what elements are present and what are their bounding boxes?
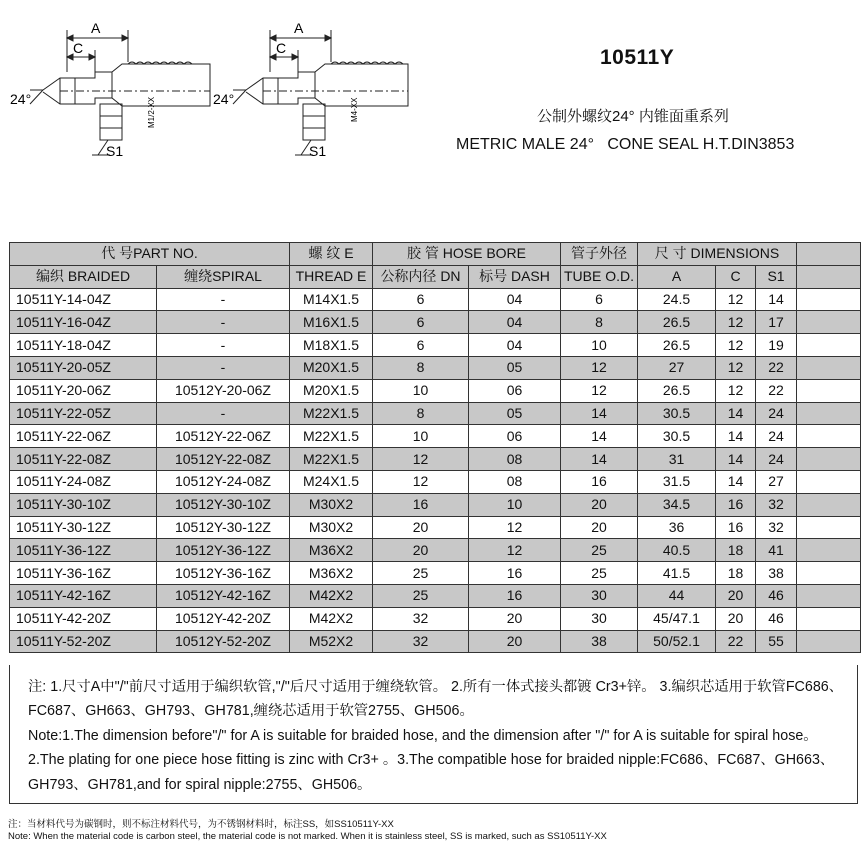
cell-tube-od: 10 — [561, 334, 638, 357]
cell-dn: 10 — [373, 379, 469, 402]
cell-dn: 20 — [373, 516, 469, 539]
cell-dim-s1: 24 — [756, 402, 797, 425]
cell-dim-a: 50/52.1 — [638, 630, 716, 653]
cell-blank — [797, 630, 861, 653]
header-dash: 标号 DASH — [469, 265, 561, 288]
cell-dash: 20 — [469, 630, 561, 653]
table-row — [10, 584, 861, 607]
table-row — [10, 562, 861, 585]
cell-tube-od: 25 — [561, 562, 638, 585]
cell-dash: 20 — [469, 607, 561, 630]
header-tube-od-cn: 管子外径 — [561, 243, 638, 266]
cell-tube-od: 20 — [561, 493, 638, 516]
table-row — [10, 402, 861, 425]
cell-dash: 12 — [469, 539, 561, 562]
cell-dim-s1: 32 — [756, 516, 797, 539]
cell-dash: 04 — [469, 334, 561, 357]
cell-braided-part-no: 10511Y-22-08Z — [10, 448, 157, 471]
cell-dash: 06 — [469, 425, 561, 448]
cell-braided-part-no: 10511Y-18-04Z — [10, 334, 157, 357]
notes-english: Note:1.The dimension before"/" for A is suitable for braided hose, and the dimension after "/" for A is suitable for spiral hose。2.The plating for one piece hose fitting is zinc with Cr3+ 。3.The compatible hose for braided nipple:FC686、FC687、GH663、GH793、GH781,and for spiral nipple:2755、GH506。 — [28, 727, 835, 793]
drawing-left-label-thread: M1/2-XX — [147, 96, 156, 128]
cell-dim-a: 27 — [638, 356, 716, 379]
cell-braided-part-no: 10511Y-20-06Z — [10, 379, 157, 402]
fitting-drawing-right — [233, 30, 408, 155]
cell-dim-a: 26.5 — [638, 311, 716, 334]
cell-dash: 16 — [469, 562, 561, 585]
cell-dim-a: 24.5 — [638, 288, 716, 311]
product-title: 10511Y — [600, 46, 675, 69]
cell-dim-s1: 46 — [756, 584, 797, 607]
cell-dim-c: 14 — [716, 470, 756, 493]
cell-dn: 8 — [373, 402, 469, 425]
cell-dim-s1: 14 — [756, 288, 797, 311]
cell-blank — [797, 425, 861, 448]
cell-braided-part-no: 10511Y-30-10Z — [10, 493, 157, 516]
cell-dim-s1: 17 — [756, 311, 797, 334]
cell-dim-s1: 41 — [756, 539, 797, 562]
cell-dim-c: 12 — [716, 334, 756, 357]
table-row — [10, 356, 861, 379]
cell-dash: 16 — [469, 584, 561, 607]
cell-dim-c: 20 — [716, 584, 756, 607]
cell-spiral-part-no: 10512Y-22-08Z — [157, 448, 290, 471]
cell-dim-a: 30.5 — [638, 425, 716, 448]
cell-dim-a: 45/47.1 — [638, 607, 716, 630]
cell-dim-c: 22 — [716, 630, 756, 653]
cell-thread: M24X1.5 — [290, 470, 373, 493]
cell-spiral-part-no: 10512Y-42-20Z — [157, 607, 290, 630]
cell-spiral-part-no: 10512Y-42-16Z — [157, 584, 290, 607]
cell-spiral-part-no: 10512Y-36-12Z — [157, 539, 290, 562]
drawing-left-label-s1: S1 — [106, 143, 124, 159]
cell-thread: M18X1.5 — [290, 334, 373, 357]
cell-braided-part-no: 10511Y-30-12Z — [10, 516, 157, 539]
header-braided: 编织 BRAIDED — [10, 265, 157, 288]
cell-blank — [797, 539, 861, 562]
cell-blank — [797, 402, 861, 425]
drawing-left-label-c: C — [73, 40, 84, 56]
cell-dim-a: 26.5 — [638, 334, 716, 357]
cell-dn: 12 — [373, 448, 469, 471]
cell-dn: 6 — [373, 334, 469, 357]
cell-thread: M42X2 — [290, 584, 373, 607]
cell-dash: 05 — [469, 356, 561, 379]
cell-dim-a: 41.5 — [638, 562, 716, 585]
cell-braided-part-no: 10511Y-16-04Z — [10, 311, 157, 334]
cell-tube-od: 16 — [561, 470, 638, 493]
header-dim-s1: S1 — [756, 265, 797, 288]
cell-dim-c: 12 — [716, 311, 756, 334]
subtitle-chinese: 公制外螺纹24° 内锥面重系列 — [537, 108, 729, 125]
header-blank — [797, 265, 861, 288]
table-row — [10, 448, 861, 471]
cell-thread: M14X1.5 — [290, 288, 373, 311]
cell-dim-s1: 46 — [756, 607, 797, 630]
cell-tube-od: 14 — [561, 425, 638, 448]
spec-table-body — [10, 288, 861, 653]
cell-dn: 20 — [373, 539, 469, 562]
cell-dim-s1: 27 — [756, 470, 797, 493]
cell-dim-s1: 38 — [756, 562, 797, 585]
table-row — [10, 334, 861, 357]
cell-braided-part-no: 10511Y-20-05Z — [10, 356, 157, 379]
fitting-drawing-left — [30, 30, 210, 155]
cell-braided-part-no: 10511Y-36-12Z — [10, 539, 157, 562]
cell-tube-od: 12 — [561, 356, 638, 379]
drawing-right-label-s1: S1 — [309, 143, 327, 159]
cell-dim-c: 12 — [716, 379, 756, 402]
cell-dim-a: 31.5 — [638, 470, 716, 493]
table-row — [10, 379, 861, 402]
cell-dash: 05 — [469, 402, 561, 425]
table-row — [10, 288, 861, 311]
cell-thread: M30X2 — [290, 493, 373, 516]
cell-spiral-part-no: 10512Y-20-06Z — [157, 379, 290, 402]
cell-dn: 16 — [373, 493, 469, 516]
cell-dim-a: 26.5 — [638, 379, 716, 402]
subtitle-english: METRIC MALE 24° CONE SEAL H.T.DIN3853 — [456, 136, 795, 153]
cell-spiral-part-no: - — [157, 334, 290, 357]
table-row — [10, 470, 861, 493]
cell-dim-s1: 32 — [756, 493, 797, 516]
cell-dim-s1: 55 — [756, 630, 797, 653]
cell-dim-a: 30.5 — [638, 402, 716, 425]
cell-spiral-part-no: - — [157, 402, 290, 425]
cell-braided-part-no: 10511Y-22-06Z — [10, 425, 157, 448]
cell-blank — [797, 607, 861, 630]
cell-dash: 12 — [469, 516, 561, 539]
cell-spiral-part-no: - — [157, 288, 290, 311]
cell-dn: 32 — [373, 607, 469, 630]
drawing-right-label-a: A — [294, 20, 304, 36]
cell-dn: 25 — [373, 584, 469, 607]
cell-tube-od: 30 — [561, 584, 638, 607]
drawing-right-label-c: C — [276, 40, 287, 56]
cell-dim-c: 14 — [716, 425, 756, 448]
cell-spiral-part-no: 10512Y-30-10Z — [157, 493, 290, 516]
cell-braided-part-no: 10511Y-36-16Z — [10, 562, 157, 585]
cell-spiral-part-no: - — [157, 311, 290, 334]
cell-braided-part-no: 10511Y-22-05Z — [10, 402, 157, 425]
cell-thread: M22X1.5 — [290, 425, 373, 448]
cell-dim-c: 14 — [716, 448, 756, 471]
cell-spiral-part-no: - — [157, 356, 290, 379]
cell-blank — [797, 356, 861, 379]
notes-box — [9, 665, 858, 804]
cell-blank — [797, 379, 861, 402]
drawing-right-label-angle: 24° — [213, 91, 235, 107]
cell-dash: 10 — [469, 493, 561, 516]
cell-thread: M30X2 — [290, 516, 373, 539]
drawing-right-label-thread: M4-XX — [350, 97, 359, 122]
cell-dim-s1: 24 — [756, 448, 797, 471]
cell-thread: M22X1.5 — [290, 402, 373, 425]
cell-dash: 08 — [469, 448, 561, 471]
cell-dim-s1: 19 — [756, 334, 797, 357]
header-thread-en: THREAD E — [290, 265, 373, 288]
spec-table — [9, 242, 861, 653]
cell-thread: M36X2 — [290, 562, 373, 585]
cell-braided-part-no: 10511Y-24-08Z — [10, 470, 157, 493]
cell-dim-c: 14 — [716, 402, 756, 425]
header-hose-bore: 胶 管 HOSE BORE — [373, 243, 561, 266]
table-row — [10, 516, 861, 539]
cell-tube-od: 6 — [561, 288, 638, 311]
cell-blank — [797, 470, 861, 493]
cell-braided-part-no: 10511Y-42-20Z — [10, 607, 157, 630]
cell-dash: 06 — [469, 379, 561, 402]
cell-braided-part-no: 10511Y-52-20Z — [10, 630, 157, 653]
cell-dim-a: 34.5 — [638, 493, 716, 516]
cell-dim-c: 12 — [716, 356, 756, 379]
cell-dn: 6 — [373, 288, 469, 311]
header-dim-c: C — [716, 265, 756, 288]
cell-dim-a: 36 — [638, 516, 716, 539]
cell-dn: 8 — [373, 356, 469, 379]
cell-spiral-part-no: 10512Y-36-16Z — [157, 562, 290, 585]
cell-tube-od: 25 — [561, 539, 638, 562]
cell-blank — [797, 562, 861, 585]
cell-thread: M20X1.5 — [290, 356, 373, 379]
cell-dn: 25 — [373, 562, 469, 585]
drawing-left-label-a: A — [91, 20, 101, 36]
notes-chinese: 注: 1.尺寸A中"/"前尺寸适用于编织软管,"/"后尺寸适用于缠绕软管。 2.所有一体式接头都镀 Cr3+锌。 3.编织芯适用于软管FC686、FC687、GH663、GH793、GH781,缠绕芯适用于软管2755、GH506。 — [28, 679, 844, 720]
cell-blank — [797, 493, 861, 516]
cell-dim-c: 16 — [716, 516, 756, 539]
cell-blank — [797, 288, 861, 311]
cell-thread: M52X2 — [290, 630, 373, 653]
cell-blank — [797, 516, 861, 539]
cell-blank — [797, 584, 861, 607]
cell-dim-s1: 22 — [756, 356, 797, 379]
cell-tube-od: 14 — [561, 402, 638, 425]
footer-note-english: Note: When the material code is carbon steel, the material code is not marked. When it is stainless steel, SS is marked, such as SS10511Y-XX — [8, 831, 607, 842]
cell-dash: 04 — [469, 311, 561, 334]
header-tube-od: TUBE O.D. — [561, 265, 638, 288]
table-row — [10, 493, 861, 516]
footer-note-chinese: 注：当材料代号为碳钢时，则不标注材料代号，为不锈钢材料时，标注SS，如SS10511Y-XX — [8, 819, 394, 830]
cell-dash: 08 — [469, 470, 561, 493]
header-dim-a: A — [638, 265, 716, 288]
cell-dn: 10 — [373, 425, 469, 448]
cell-thread: M22X1.5 — [290, 448, 373, 471]
cell-dim-s1: 24 — [756, 425, 797, 448]
cell-braided-part-no: 10511Y-42-16Z — [10, 584, 157, 607]
cell-thread: M16X1.5 — [290, 311, 373, 334]
header-spiral: 缠绕SPIRAL — [157, 265, 290, 288]
drawing-left-label-angle: 24° — [10, 91, 32, 107]
cell-thread: M20X1.5 — [290, 379, 373, 402]
cell-tube-od: 30 — [561, 607, 638, 630]
cell-spiral-part-no: 10512Y-52-20Z — [157, 630, 290, 653]
cell-tube-od: 12 — [561, 379, 638, 402]
table-row — [10, 539, 861, 562]
cell-blank — [797, 311, 861, 334]
cell-dim-a: 40.5 — [638, 539, 716, 562]
cell-blank — [797, 448, 861, 471]
cell-spiral-part-no: 10512Y-22-06Z — [157, 425, 290, 448]
cell-dim-c: 12 — [716, 288, 756, 311]
cell-dn: 32 — [373, 630, 469, 653]
cell-blank — [797, 334, 861, 357]
cell-thread: M36X2 — [290, 539, 373, 562]
header-dn: 公称内径 DN — [373, 265, 469, 288]
header-thread-cn: 螺 纹 E — [290, 243, 373, 266]
cell-dim-a: 44 — [638, 584, 716, 607]
cell-tube-od: 14 — [561, 448, 638, 471]
cell-spiral-part-no: 10512Y-24-08Z — [157, 470, 290, 493]
cell-dim-a: 31 — [638, 448, 716, 471]
cell-dim-c: 16 — [716, 493, 756, 516]
cell-braided-part-no: 10511Y-14-04Z — [10, 288, 157, 311]
table-row — [10, 607, 861, 630]
cell-dim-c: 18 — [716, 539, 756, 562]
table-row — [10, 311, 861, 334]
table-row — [10, 630, 861, 653]
cell-spiral-part-no: 10512Y-30-12Z — [157, 516, 290, 539]
cell-dn: 12 — [373, 470, 469, 493]
header-dimensions: 尺 寸 DIMENSIONS — [638, 243, 797, 266]
cell-dim-c: 18 — [716, 562, 756, 585]
cell-dim-c: 20 — [716, 607, 756, 630]
cell-tube-od: 8 — [561, 311, 638, 334]
cell-dash: 04 — [469, 288, 561, 311]
cell-tube-od: 38 — [561, 630, 638, 653]
header-blank — [797, 243, 861, 266]
header-part-no: 代 号PART NO. — [10, 243, 290, 266]
cell-thread: M42X2 — [290, 607, 373, 630]
table-row — [10, 425, 861, 448]
cell-dn: 6 — [373, 311, 469, 334]
cell-dim-s1: 22 — [756, 379, 797, 402]
cell-tube-od: 20 — [561, 516, 638, 539]
